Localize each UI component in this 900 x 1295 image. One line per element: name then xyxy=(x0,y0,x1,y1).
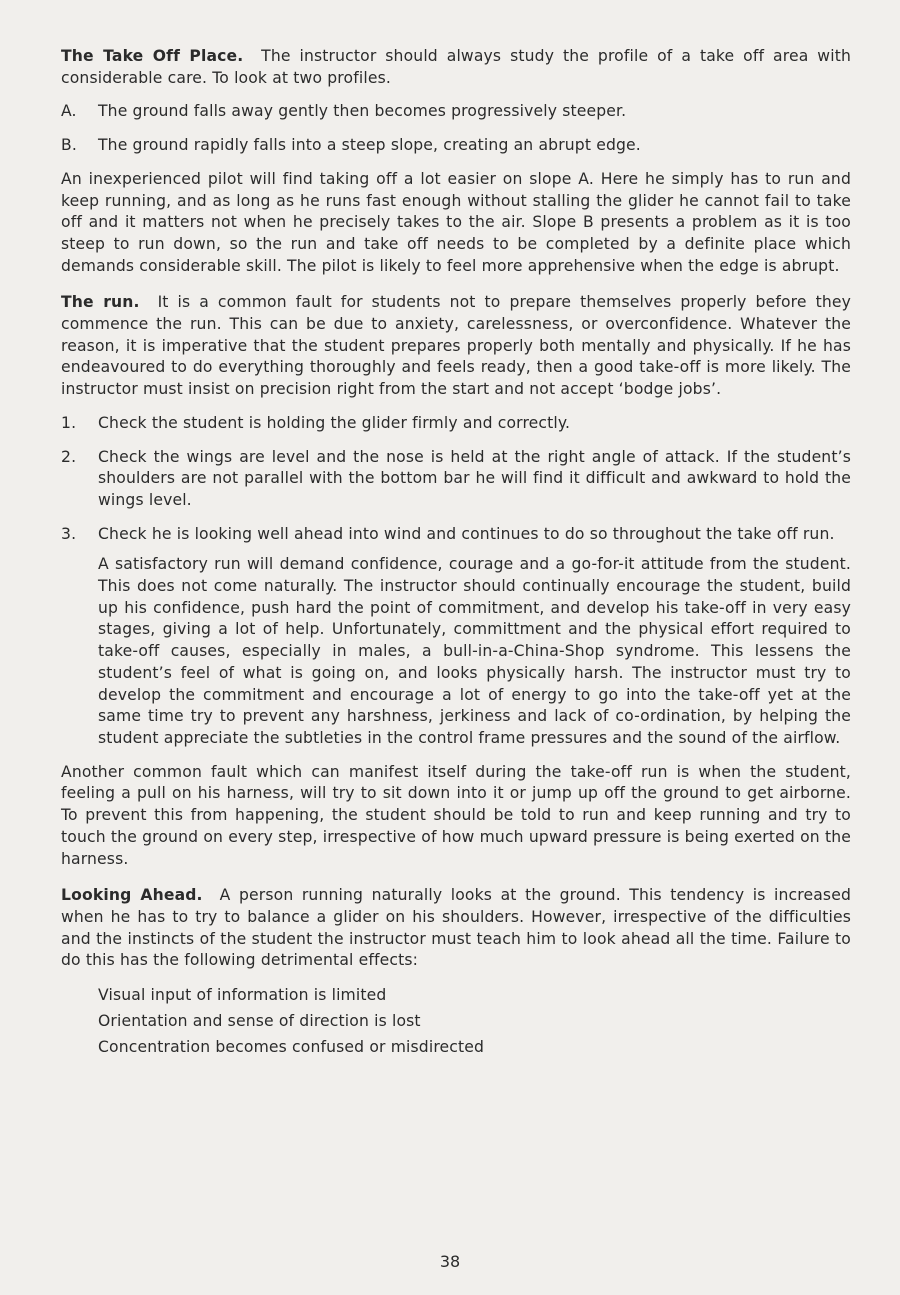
effect-item: Concentration becomes confused or misdirected xyxy=(98,1038,485,1057)
looking-ahead-intro xyxy=(61,885,851,972)
takeoff-place-paragraph: An inexperienced pilot will find taking off a lot easier on slope A. Here he simply has to run and keep running, and as long as he runs fast enough without stalling the glider he cannot fail to take off and it matters not when he precisely takes to the air. Slope B presents a problem as it is too steep to run down, so the run and take off needs to be completed by a definite place which demands considerable skill. The pilot is likely to feel more apprehensive when the edge is abrupt. xyxy=(61,169,851,275)
effect-item: Visual input of information is limited xyxy=(98,986,387,1005)
looking-ahead-heading: Looking Ahead. xyxy=(61,886,203,905)
profile-item-a xyxy=(61,101,851,123)
run-intro xyxy=(61,292,851,401)
run-intro-text: It is a common fault for students not to prepare themselves properly before they commence the run. This can be due to anxiety, carelessness, or overconfidence. Whatever the reason, it is imperative that the student prepares properly both mentally and physically. If he has endeavoured to do everything thoroughly and feels ready, then a good take-off is more likely. The instructor must insist on precision right from the start and not accept ‘bodge jobs’. xyxy=(61,293,851,399)
profile-item-b xyxy=(61,135,851,157)
effect-item: Orientation and sense of direction is lost xyxy=(98,1012,421,1031)
profile-marker: B. xyxy=(61,136,77,155)
check-item-2 xyxy=(61,447,851,512)
check-marker: 2. xyxy=(61,447,77,466)
profile-marker: A. xyxy=(61,102,77,121)
profile-text: The ground falls away gently then becomes progressively steeper. xyxy=(98,102,627,121)
check-text: Check he is looking well ahead into wind and continues to do so throughout the take off run. xyxy=(98,524,835,543)
check-item-1 xyxy=(61,413,851,435)
run-paragraph-1: A satisfactory run will demand confidence, courage and a go-for-it attitude from the student. This does not come naturally. The instructor should continually encourage the student, build up his confidence, push hard the point of commitment, and develop his take-off in very easy stages, giving a lot of help. Unfortunately, committment and the physical effort required to take-off causes, especially in males, a bull-in-a-China-Shop syndrome. This lessens the student’s feel of what is going on, and looks physically harsh. The instructor must try to develop the commitment and encourage a lot of energy to go into the take-off yet at the same time try to prevent any harshness, jerkiness and lack of co-ordination, by helping the student appreciate the subtleties in the control frame pressures and the sound of the airflow. xyxy=(98,555,851,747)
check-marker: 3. xyxy=(61,524,77,543)
takeoff-place-intro-text: The instructor should always study the profile of a take off area with considerable care. To look at two profiles. xyxy=(61,47,851,87)
page-number: 38 xyxy=(439,1252,461,1271)
check-marker: 1. xyxy=(61,413,77,432)
check-text: Check the wings are level and the nose is held at the right angle of attack. If the student’s shoulders are not parallel with the bottom bar he will find it difficult and awkward to hold the wings level. xyxy=(98,447,851,509)
looking-ahead-intro-text: A person running naturally looks at the ground. This tendency is increased when he has to try to balance a glider on his shoulders. However, irrespective of the difficulties and the instincts of the student the instructor must teach him to look ahead all the time. Failure to do this has the following detrimental effects: xyxy=(61,886,852,970)
takeoff-place-heading: The Take Off Place. xyxy=(61,47,244,65)
check-item-3 xyxy=(61,524,851,546)
detrimental-effects-list xyxy=(61,984,851,1058)
profile-text: The ground rapidly falls into a steep slope, creating an abrupt edge. xyxy=(98,136,641,155)
run-paragraph-2: Another common fault which can manifest itself during the take-off run is when the student, feeling a pull on his harness, will try to sit down into it or jump up off the ground to get airborne. To prevent this from happening, the student should be told to run and keep running and try to touch the ground on every step, irrespective of how much upward pressure is being exerted on the harness. xyxy=(61,762,851,868)
check-text: Check the student is holding the glider firmly and correctly. xyxy=(98,413,571,432)
takeoff-place-intro xyxy=(61,46,851,89)
page-body xyxy=(61,46,851,1062)
run-heading: The run. xyxy=(61,293,140,312)
